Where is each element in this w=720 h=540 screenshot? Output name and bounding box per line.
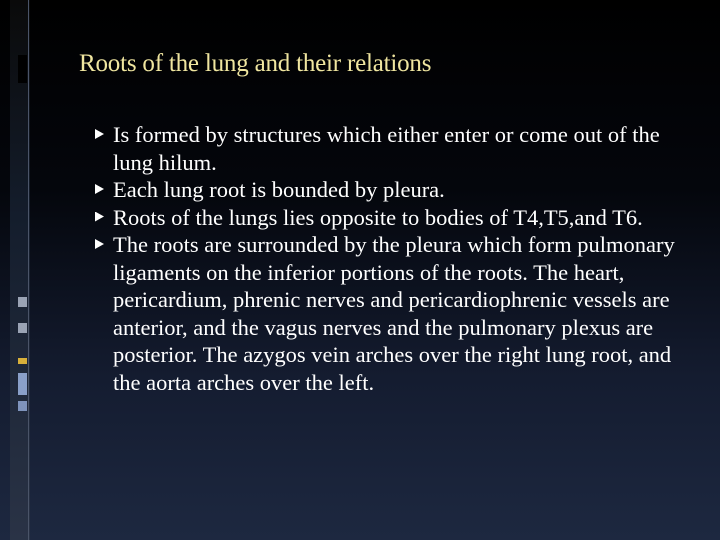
triangle-bullet-icon bbox=[95, 239, 104, 249]
accent-block-gray-1 bbox=[18, 297, 27, 307]
bullet-text: Each lung root is bounded by pleura. bbox=[113, 177, 445, 202]
bullet-item bbox=[95, 121, 695, 176]
bullet-text: Roots of the lungs lies opposite to bodies of T4,T5,and T6. bbox=[113, 204, 643, 230]
bullet-item bbox=[95, 231, 695, 396]
triangle-bullet-icon bbox=[95, 212, 104, 222]
accent-block-gold bbox=[18, 358, 27, 364]
bullet-text: Is formed by structures which either enter or come out of the lung hilum. bbox=[113, 122, 660, 175]
accent-block-black bbox=[18, 55, 27, 83]
bullet-text: The roots are surrounded by the pleura which form pulmonary ligaments on the inferior portions of the roots. The heart, pericardium, phrenic nerves and pericardiophrenic vessels are anterior, and the vagus nerves and the pulmonary plexus are posterior. The azygos vein arches over the right lung root, and the aorta arches over the left. bbox=[113, 232, 675, 395]
left-bar-divider bbox=[28, 0, 29, 540]
bullet-list bbox=[95, 121, 695, 396]
bullet-item bbox=[95, 176, 695, 204]
triangle-bullet-icon bbox=[95, 129, 104, 139]
accent-block-gray-2 bbox=[18, 323, 27, 333]
slide-title: Roots of the lung and their relations bbox=[79, 50, 432, 77]
bullet-item bbox=[95, 204, 695, 232]
accent-block-blue-2 bbox=[18, 401, 27, 411]
triangle-bullet-icon bbox=[95, 184, 104, 194]
accent-block-blue-1 bbox=[18, 373, 27, 395]
